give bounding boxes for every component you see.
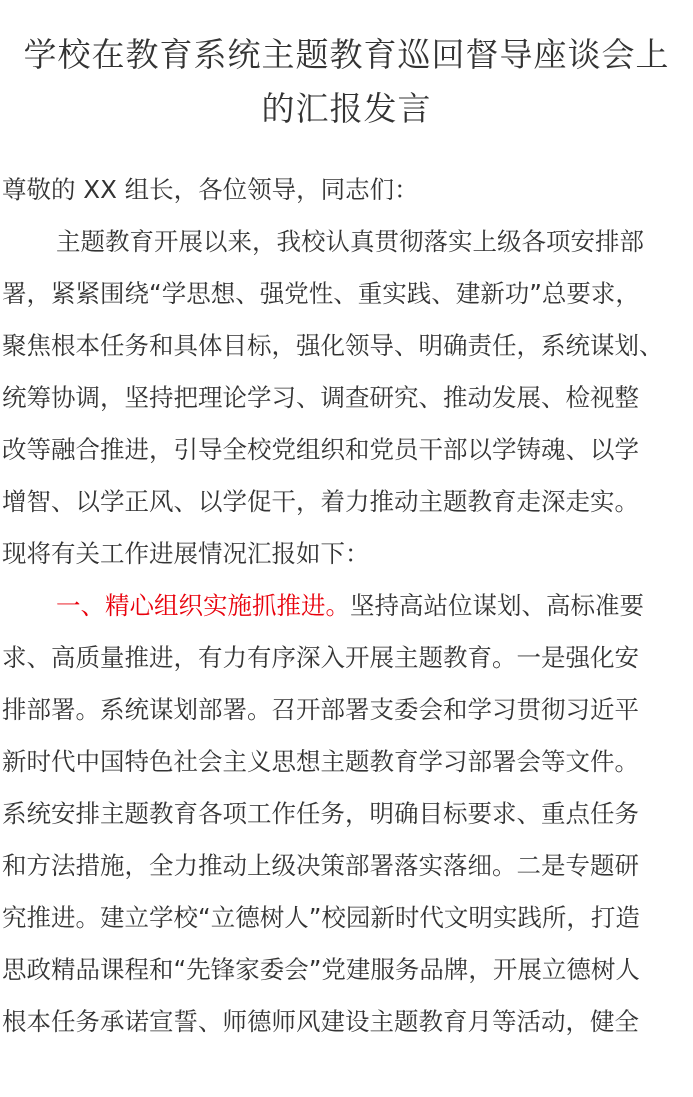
paragraph-line: 现将有关工作进展情况汇报如下：	[2, 539, 370, 568]
section-line: 求、高质量推进，有力有序深入开展主题教育。一是强化安	[2, 643, 639, 672]
section-line: 根本任务承诺宣誓、师德师风建设主题教育月等活动，健全	[2, 1007, 639, 1036]
salutation: 尊敬的 XX 组长，各位领导，同志们：	[2, 175, 419, 204]
section-line: 究推进。建立学校“立德树人”校园新时代文明实践所，打造	[2, 903, 640, 932]
section-line: 思政精品课程和“先锋家委会”党建服务品牌，开展立德树人	[2, 955, 640, 984]
document-body	[2, 164, 691, 1048]
section-1-first-line	[2, 580, 691, 632]
title-line-2: 的汇报发言	[261, 89, 432, 128]
section-line: 和方法措施，全力推动上级决策部署落实落细。二是专题研	[2, 851, 639, 880]
section-line: 新时代中国特色社会主义思想主题教育学习部署会等文件。	[2, 747, 639, 776]
paragraph-line: 统筹协调，坚持把理论学习、调查研究、推动发展、检视整	[2, 383, 639, 412]
paragraph-line: 增智、以学正风、以学促干，着力推动主题教育走深走实。	[2, 487, 639, 516]
section-1	[2, 580, 691, 1048]
paragraph-line: 聚焦根本任务和具体目标，强化领导、明确责任，系统谋划、	[2, 331, 664, 360]
title-line-1: 学校在教育系统主题教育巡回督导座谈会上	[23, 35, 670, 74]
paragraph-line: 主题教育开展以来，我校认真贯彻落实上级各项安排部	[56, 227, 644, 256]
section-1-first-rest: 坚持高站位谋划、高标准要	[350, 591, 644, 620]
paragraph-1	[2, 216, 691, 580]
section-1-heading: 一、精心组织实施抓推进。	[56, 591, 350, 620]
paragraph-line: 改等融合推进，引导全校党组织和党员干部以学铸魂、以学	[2, 435, 639, 464]
section-line: 系统安排主题教育各项工作任务，明确目标要求、重点任务	[2, 799, 639, 828]
document-title	[2, 0, 691, 136]
section-line: 排部署。系统谋划部署。召开部署支委会和学习贯彻习近平	[2, 695, 639, 724]
paragraph-line: 署，紧紧围绕“学思想、强党性、重实践、建新功”总要求，	[2, 279, 640, 308]
